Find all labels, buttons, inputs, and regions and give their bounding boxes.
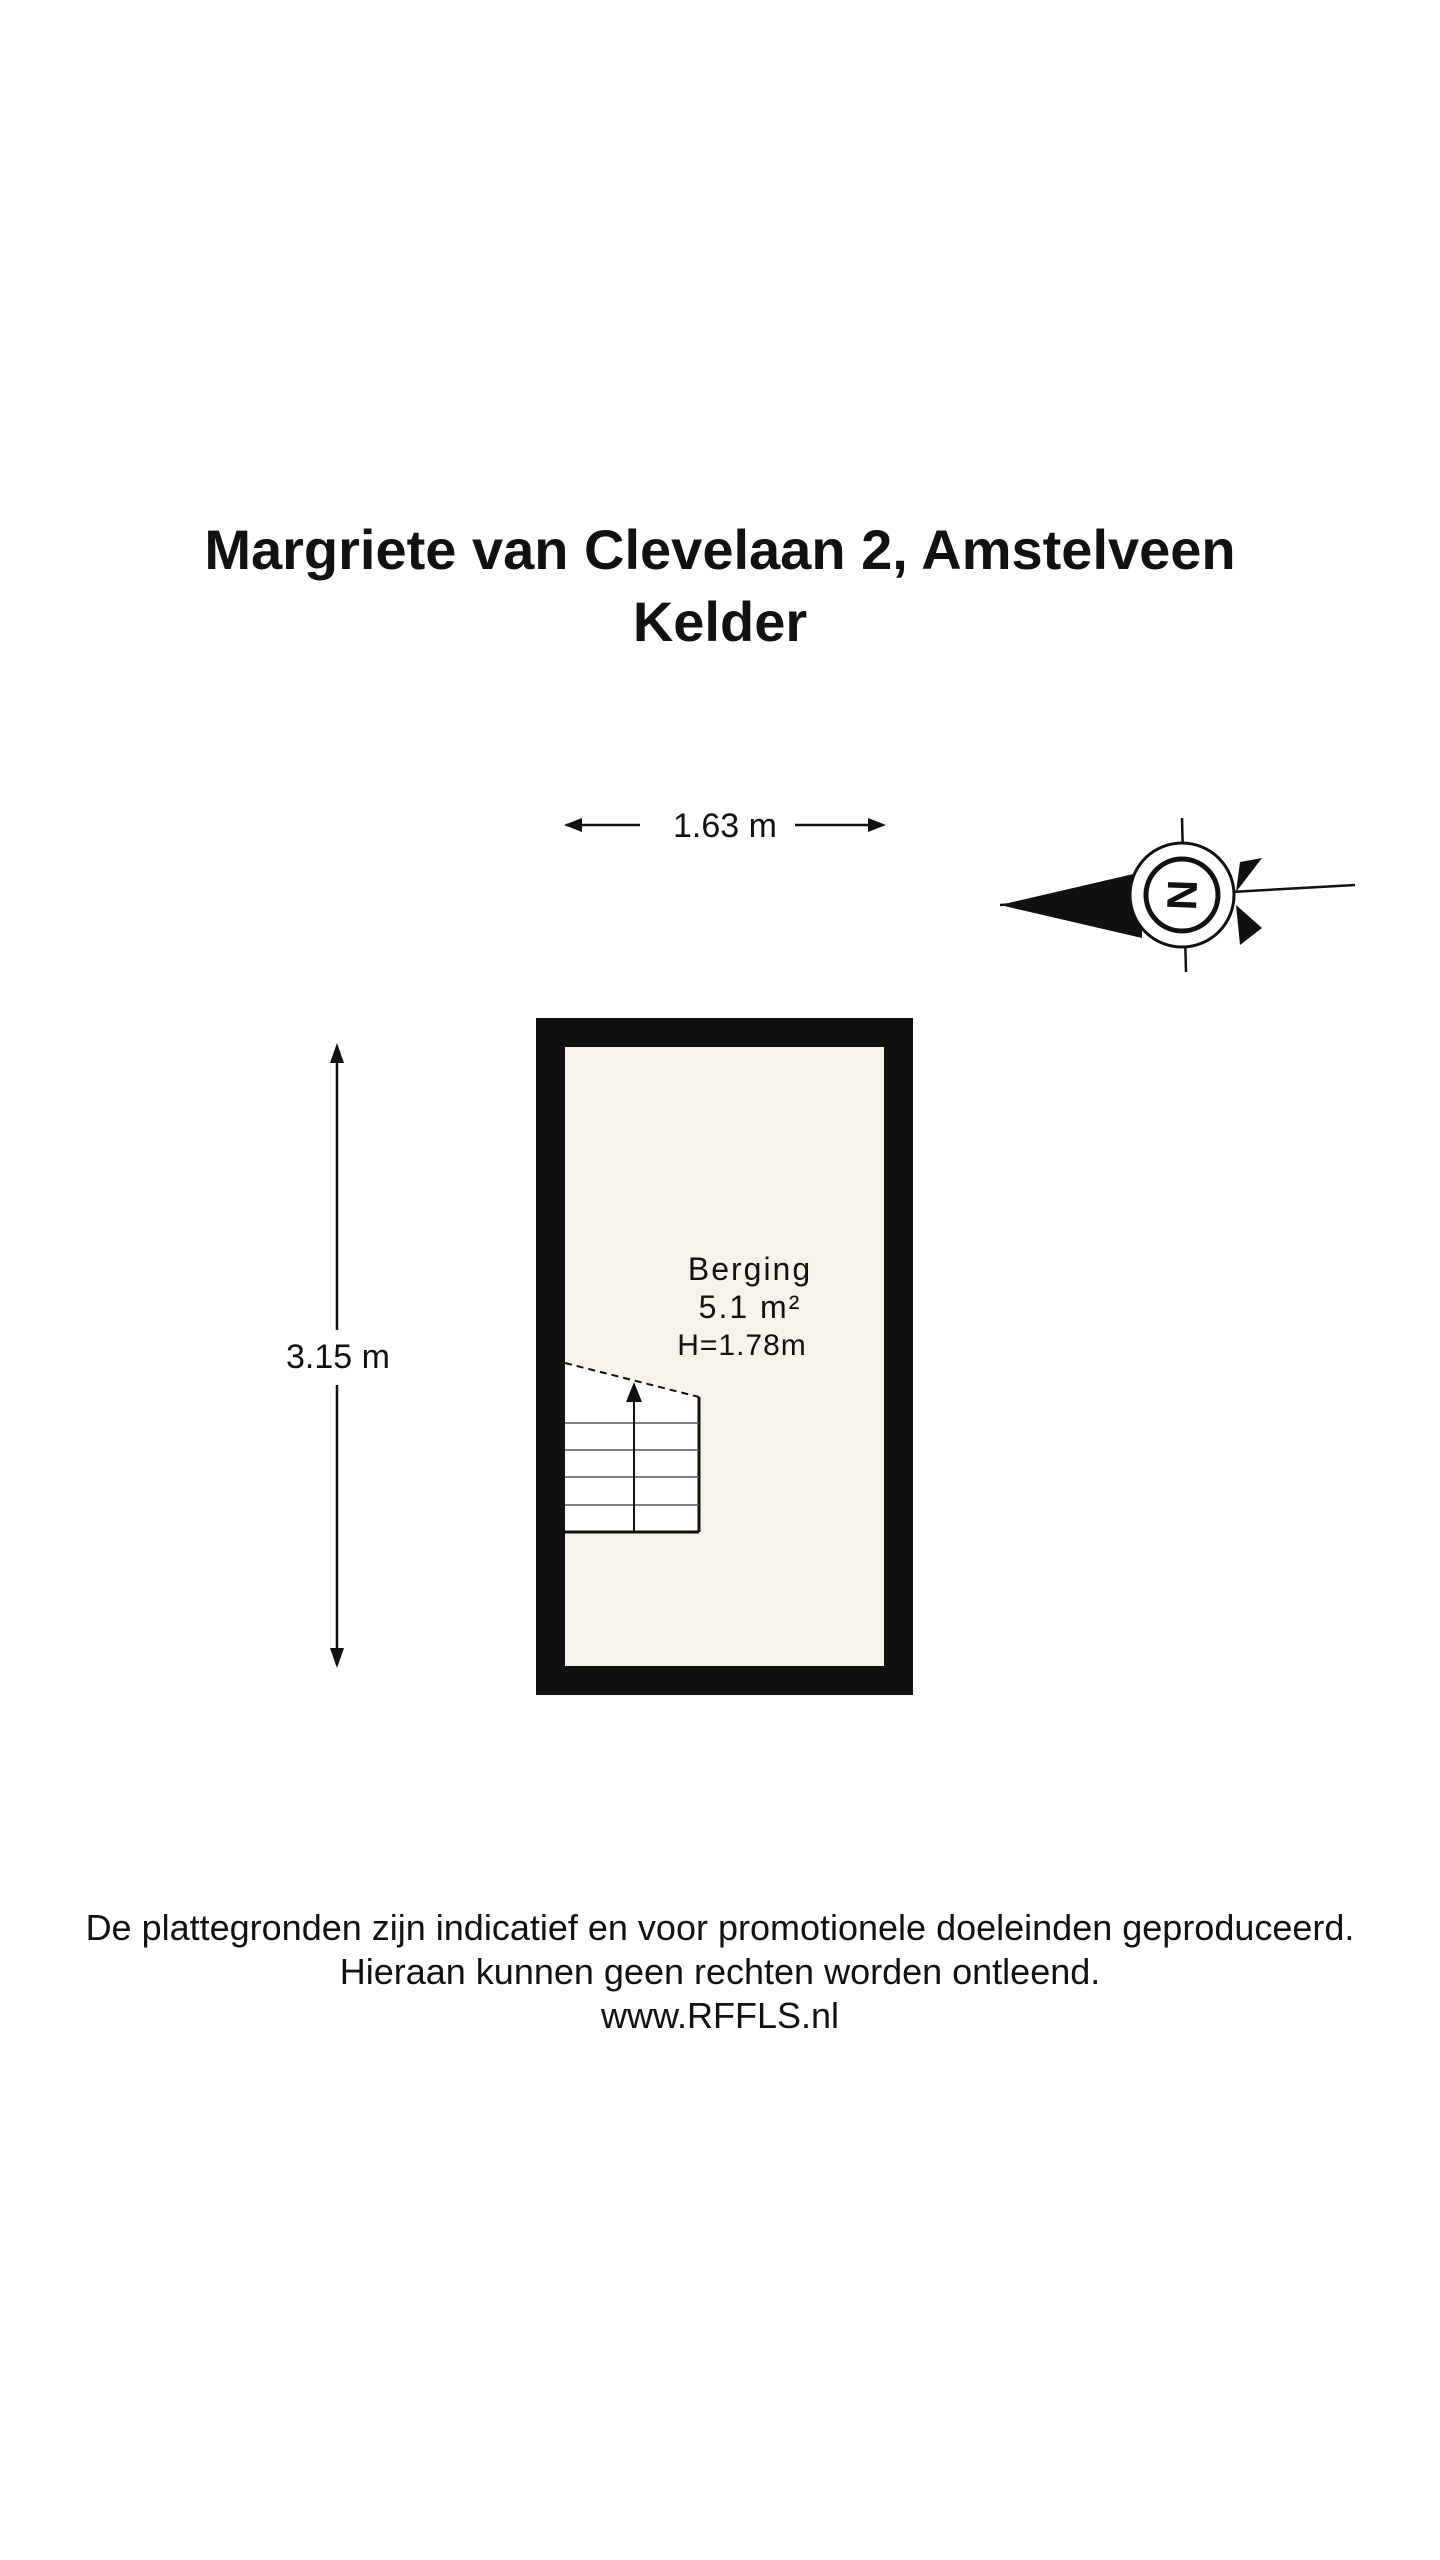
width-dimension (564, 807, 886, 845)
website-link[interactable]: www.RFFLS.nl (600, 1995, 840, 2036)
room-name: Berging (687, 1251, 813, 1287)
depth-label: 3.15 m (286, 1338, 390, 1376)
disclaimer-text: De plattegronden zijn indicatief en voor promotionele doeleinden geproduceerd. (85, 1907, 1355, 1948)
floor-title: Kelder (632, 590, 808, 653)
north-arrow-icon (1000, 818, 1355, 972)
room-height: H=1.78m (677, 1329, 807, 1362)
address-title: Margriete van Clevelaan 2, Amstelveen (204, 518, 1236, 581)
depth-dimension (286, 1043, 390, 1668)
compass-label: N (1157, 879, 1207, 911)
width-label: 1.63 m (673, 807, 777, 845)
rights-notice: Hieraan kunnen geen rechten worden ontleend. (339, 1951, 1101, 1992)
room-area: 5.1 m² (698, 1289, 802, 1325)
